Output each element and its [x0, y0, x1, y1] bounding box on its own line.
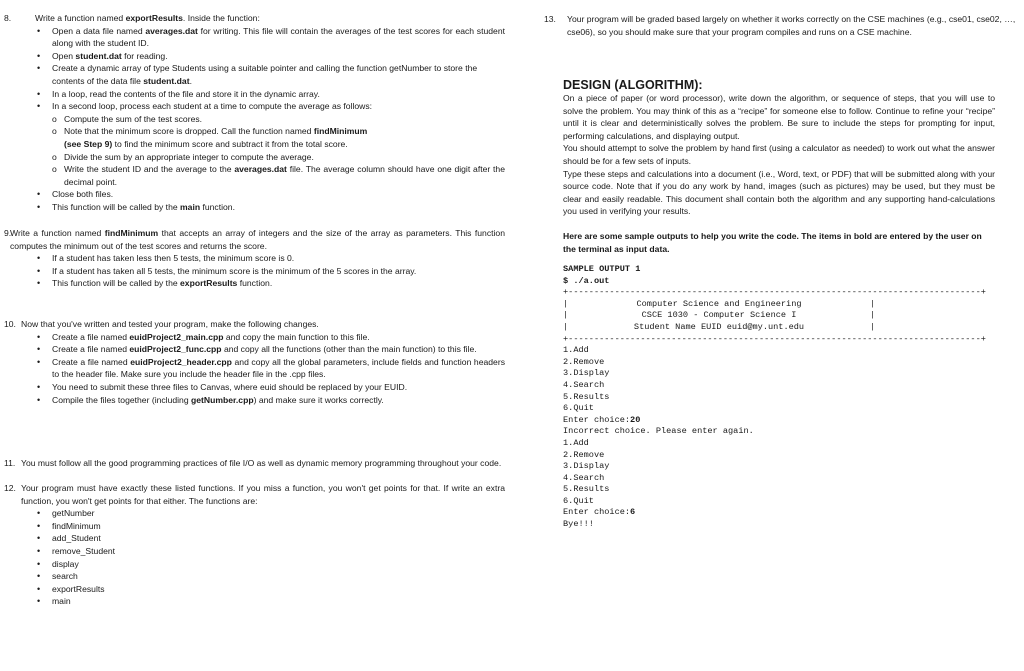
menu-option: 5.Results — [563, 391, 610, 402]
list-item: • This function will be called by the main function. — [35, 201, 505, 214]
function-list-item: • main — [35, 595, 505, 608]
step-text: Your program will be graded based largely on whether it works correctly on the CSE machines (e.g., cse01, cse02, …, cse06), so you should make sure that your program compiles and runs on a CSE machine. — [567, 14, 1016, 37]
step-number: 13. — [544, 14, 556, 24]
banner-row: | Student Name EUID euid@my.unt.edu | — [563, 321, 875, 332]
paragraph: You should attempt to solve the problem by hand first (using a calculator as needed) to work out what the answer should be for a few sets of inputs. — [563, 143, 995, 166]
banner-box — [563, 287, 986, 345]
error-line: Incorrect choice. Please enter again. — [563, 426, 754, 437]
step-intro: Write a function named exportResults. Inside the function: — [35, 13, 260, 23]
prompt-line: Enter choice:20 — [563, 414, 641, 425]
sub-item: o Note that the minimum score is dropped. Call the function named findMinimum (see Step 9) to find the minimum score and subtract it from the total score. — [52, 125, 505, 150]
menu-option: 1.Add — [563, 345, 589, 356]
step-12 — [0, 482, 505, 608]
list-item: • You need to submit these three files to Canvas, where euid should be replaced by your EUID. — [35, 381, 505, 394]
bullet-list — [35, 331, 505, 407]
list-item: • If a student has taken all 5 tests, the minimum score is the minimum of the 5 scores in the array. — [35, 265, 505, 278]
menu-block — [563, 345, 995, 415]
sample-heading: SAMPLE OUTPUT 1 — [563, 264, 641, 274]
function-list-item: • remove_Student — [35, 545, 505, 558]
menu-option: 6.Quit — [563, 403, 594, 414]
command-line: $ ./a.out — [563, 275, 610, 286]
sub-item: o Divide the sum by an appropriate integer to compute the average. — [52, 151, 505, 164]
step-10 — [0, 318, 505, 406]
prompt-line: Enter choice:6 — [563, 507, 636, 518]
list-item: • In a loop, read the contents of the file and store it in the dynamic array. — [35, 88, 505, 101]
step-text: You must follow all the good programming practices of file I/O as well as dynamic memory programming throughout your code. — [21, 458, 502, 468]
step-9 — [0, 227, 505, 290]
step-number: 11. — [4, 458, 16, 468]
step-number: 8. — [4, 13, 12, 23]
bye-line: Bye!!! — [563, 519, 594, 530]
function-list-item: • search — [35, 570, 505, 583]
step-intro: Write a function named findMinimum that accepts an array of integers and the size of the array as parameters. This function computes the minimum out of the test scores and returns the score. — [10, 228, 505, 251]
bold-note: Here are some sample outputs to help you write the code. The items in bold are entered by the user on the terminal as input data. — [563, 230, 982, 254]
list-item: • Create a file named euidProject2_func.cpp and copy all the functions (other than the main function) to this file. — [35, 343, 505, 356]
menu-block — [563, 438, 995, 508]
list-item: • Close both files. — [35, 188, 505, 201]
list-item: • Create a dynamic array of type Students using a suitable pointer and calling the function getNumber to store the contents of the data file student.dat. — [35, 62, 505, 87]
function-list-item: • findMinimum — [35, 520, 505, 533]
sub-item: o Write the student ID and the average to the averages.dat file. The average column should have one digit after the decimal point. — [52, 163, 505, 188]
menu-option: 6.Quit — [563, 495, 594, 506]
step-text: Your program must have exactly these listed functions. If you miss a function, you won't get points for that. If write an extra function, you won't get points for that either. The functions are: — [21, 483, 505, 506]
step-number: 10. — [4, 319, 16, 329]
banner-row: | Computer Science and Engineering | — [563, 298, 875, 309]
menu-option: 3.Display — [563, 368, 610, 379]
menu-option: 4.Search — [563, 472, 605, 483]
sub-list — [35, 113, 505, 189]
bullet-list — [35, 25, 505, 214]
step-11 — [0, 457, 505, 470]
menu-option: 2.Remove — [563, 356, 605, 367]
paragraph: Type these steps and calculations into a document (i.e., Word, text, or PDF) that will be submitted along with your source code. Note that if you do any work by hand, images (such as pictures) may be used, but they must be clear and easily readable. This document shall contain both the algorithm and any supporting hand-calculations you used in verifying your results. — [563, 168, 995, 217]
menu-option: 1.Add — [563, 437, 589, 448]
step-13 — [540, 13, 1022, 38]
section-heading: DESIGN (ALGORITHM): — [563, 78, 703, 92]
function-list-item: • exportResults — [35, 583, 505, 596]
list-item: • This function will be called by the exportResults function. — [35, 277, 505, 290]
paragraph: On a piece of paper (or word processor), write down the algorithm, or sequence of steps, that you will use to solve the problem. You may think of this as a “recipe” for someone else to follow. Continue to refine your “recipe” until it is clear and deterministically solves the problem. Be sure to include the steps for prompting for input, performing calculations, and displaying output. — [563, 93, 995, 141]
bullet-list — [35, 252, 505, 290]
step-number: 9. — [4, 228, 12, 238]
list-item: • Create a file named euidProject2_main.cpp and copy the main function to this file. — [35, 331, 505, 344]
list-item: • Open a data file named averages.dat for writing. This file will contain the averages of the test scores for each student along with the student ID. — [35, 25, 505, 50]
function-list — [35, 507, 505, 608]
step-number: 12. — [4, 483, 16, 493]
banner-border-bottom: +--------------------------------------------------------------------------------+ — [563, 333, 986, 344]
function-list-item: • display — [35, 558, 505, 571]
menu-option: 4.Search — [563, 379, 605, 390]
list-item: • Compile the files together (including getNumber.cpp) and make sure it works correctly. — [35, 394, 505, 407]
list-item: • In a second loop, process each student at a time to compute the average as follows: o Compute the sum of the test scores. o Note that the minimum score is dropped. Call the function named findMinimum (see Step 9) to find the minimum score and subtract it from the total score. o Divide the sum by an appropriate integer to compute the average. o Write the student ID and the average to the averages.dat file. The average column should have one digit after the decimal point. — [35, 100, 505, 188]
step-8 — [0, 12, 505, 214]
menu-option: 2.Remove — [563, 449, 605, 460]
sample-output — [563, 264, 995, 531]
list-item: • Create a file named euidProject2_header.cpp and copy all the global parameters, include fields and function headers to the header file. Make sure you include the header file in the .cpp files. — [35, 356, 505, 381]
sub-item: o Compute the sum of the test scores. — [52, 113, 505, 126]
menu-option: 5.Results — [563, 484, 610, 495]
list-item: • Open student.dat for reading. — [35, 50, 505, 63]
design-section — [563, 78, 995, 255]
banner-border-top: +--------------------------------------------------------------------------------+ — [563, 287, 986, 298]
function-list-item: • add_Student — [35, 532, 505, 545]
function-list-item: • getNumber — [35, 507, 505, 520]
list-item: • If a student has taken less then 5 tests, the minimum score is 0. — [35, 252, 505, 265]
banner-row: | CSCE 1030 - Computer Science I | — [563, 310, 875, 321]
menu-option: 3.Display — [563, 461, 610, 472]
step-intro: Now that you've written and tested your program, make the following changes. — [21, 319, 319, 329]
